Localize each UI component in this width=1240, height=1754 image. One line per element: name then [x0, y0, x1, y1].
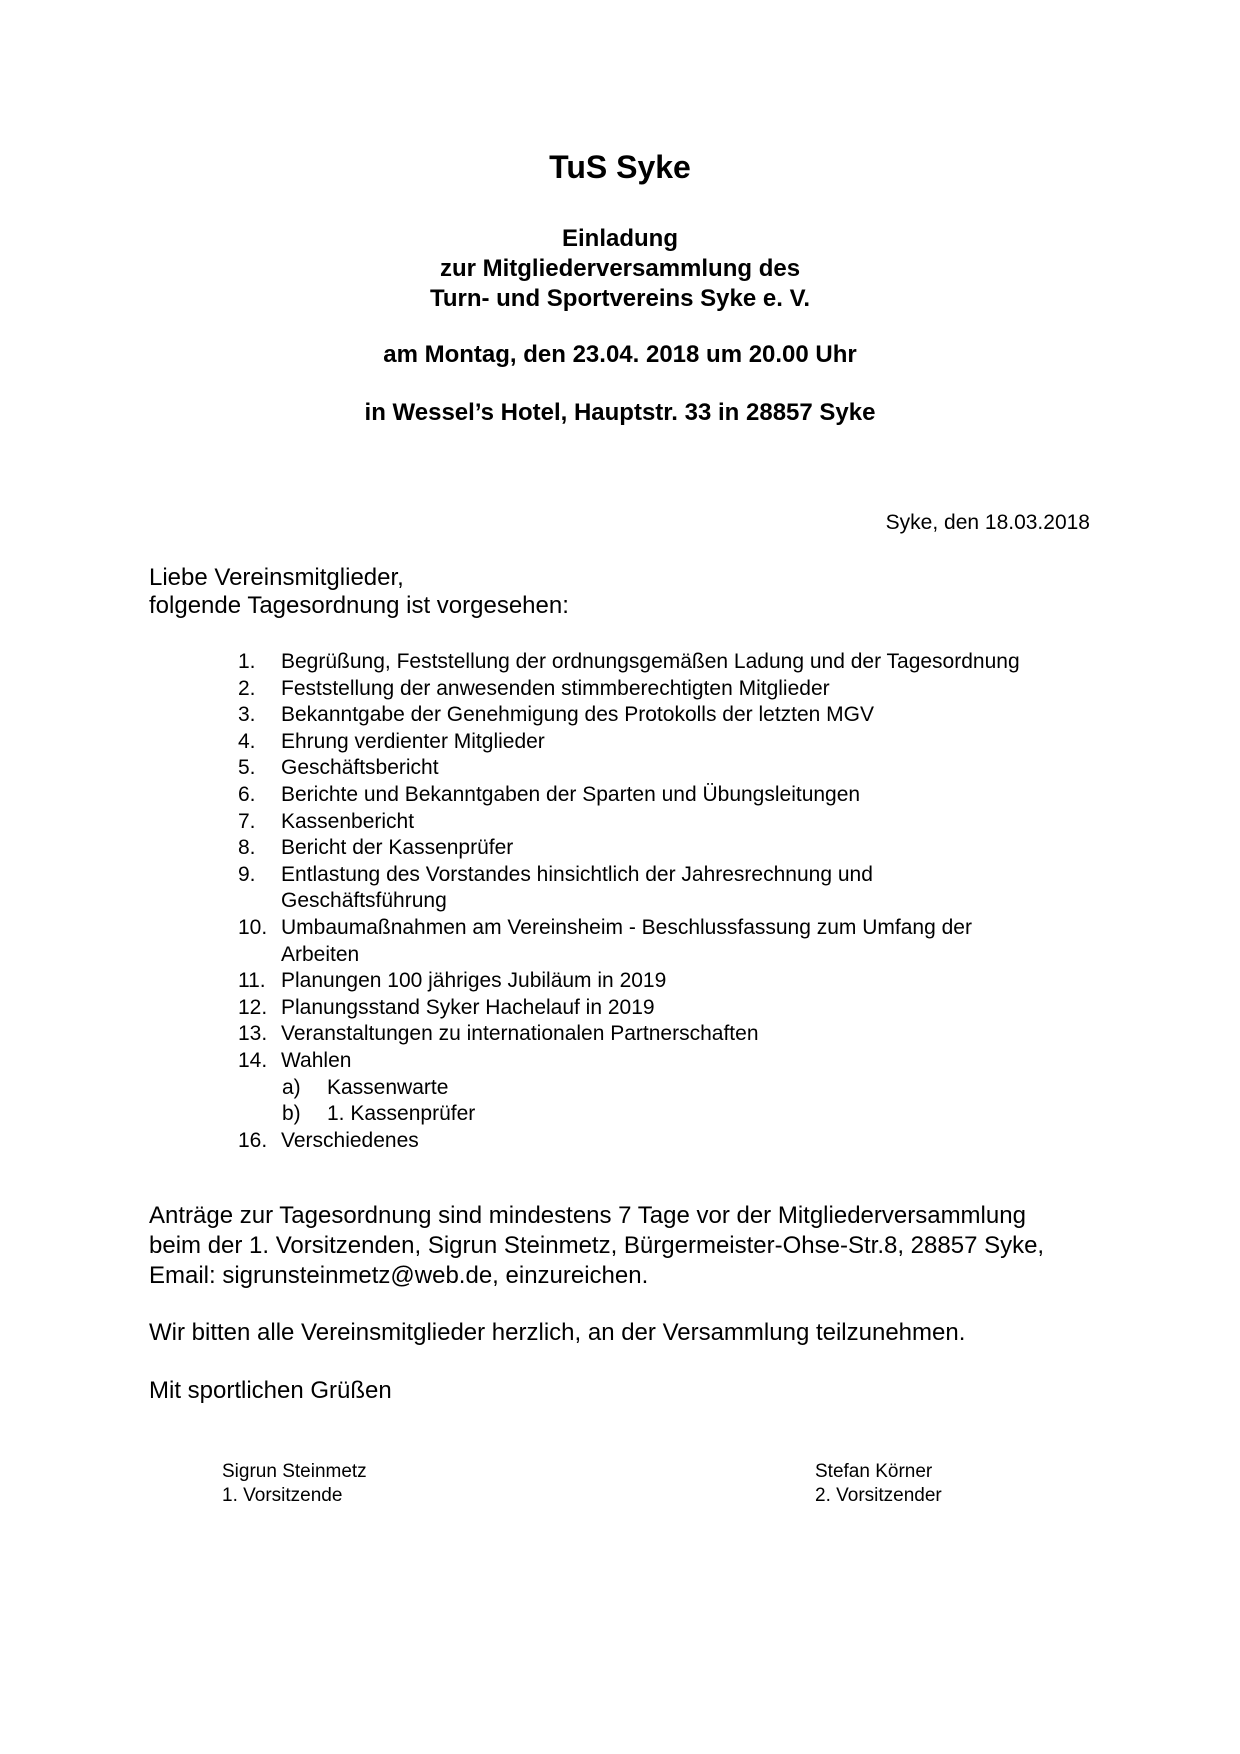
- agenda-text: Veranstaltungen zu internationalen Partnerschaften: [281, 1022, 759, 1046]
- request-paragraph: Wir bitten alle Vereinsmitglieder herzlich, an der Versammlung teilzunehmen.: [149, 1319, 966, 1346]
- agenda-item: [0, 755, 1240, 782]
- agenda-item: [0, 862, 1240, 889]
- agenda-number: 10.: [238, 915, 268, 939]
- agenda-number: 6.: [238, 782, 256, 806]
- agenda-item: [0, 835, 1240, 862]
- agenda-number: 9.: [238, 862, 256, 886]
- invitation-heading: Einladung: [562, 225, 678, 252]
- agenda-list: [0, 649, 1240, 1154]
- agenda-text: Wahlen: [281, 1048, 352, 1072]
- agenda-intro: folgende Tagesordnung ist vorgesehen:: [149, 592, 569, 619]
- agenda-text: Geschäftsführung: [281, 889, 447, 913]
- signatory-name: Stefan Körner: [815, 1461, 933, 1482]
- agenda-text: Kassenbericht: [281, 809, 415, 833]
- agenda-text: Verschiedenes: [281, 1128, 419, 1152]
- agenda-item: [0, 676, 1240, 703]
- agenda-item: [0, 915, 1240, 942]
- agenda-text: Bericht der Kassenprüfer: [281, 836, 514, 860]
- agenda-text: Berichte und Bekanntgaben der Sparten und Übungsleitungen: [281, 782, 861, 806]
- agenda-item-continuation: [0, 942, 1240, 969]
- agenda-number: 16.: [238, 1128, 268, 1152]
- agenda-item: [0, 729, 1240, 756]
- agenda-text: Umbaumaßnahmen am Vereinsheim - Beschlussfassung zum Umfang der: [281, 915, 972, 939]
- signatory-name: Sigrun Steinmetz: [222, 1461, 367, 1482]
- agenda-sub-letter: b): [282, 1102, 301, 1126]
- agenda-subitem: [0, 1075, 1240, 1102]
- agenda-number: 12.: [238, 995, 268, 1019]
- agenda-number: 3.: [238, 703, 256, 727]
- agenda-number: 5.: [238, 756, 256, 780]
- closing-greeting: Mit sportlichen Grüßen: [149, 1377, 392, 1404]
- motion-line: beim der 1. Vorsitzenden, Sigrun Steinmetz, Bürgermeister-Ohse-Str.8, 28857 Syke,: [149, 1232, 1045, 1259]
- agenda-item: [0, 649, 1240, 676]
- agenda-sub-letter: a): [282, 1075, 301, 1099]
- agenda-text: Bekanntgabe der Genehmigung des Protokolls der letzten MGV: [281, 703, 875, 727]
- agenda-item: [0, 968, 1240, 995]
- signatory-role: 1. Vorsitzende: [222, 1485, 343, 1506]
- agenda-number: 13.: [238, 1022, 268, 1046]
- club-full-name: Turn- und Sportvereins Syke e. V.: [429, 285, 811, 312]
- agenda-text: Planungen 100 jähriges Jubiläum in 2019: [281, 969, 667, 993]
- place-date: Syke, den 18.03.2018: [885, 511, 1090, 534]
- agenda-sub-text: Kassenwarte: [327, 1075, 449, 1099]
- agenda-text: Geschäftsbericht: [281, 756, 439, 780]
- agenda-text: Feststellung der anwesenden stimmberechtigten Mitglieder: [281, 676, 830, 700]
- meeting-date-time: am Montag, den 23.04. 2018 um 20.00 Uhr: [383, 341, 857, 368]
- motion-line: Anträge zur Tagesordnung sind mindestens 7 Tage vor der Mitgliederversammlung: [149, 1202, 1026, 1229]
- meeting-location: in Wessel’s Hotel, Hauptstr. 33 in 28857 Syke: [364, 399, 876, 426]
- agenda-item: [0, 995, 1240, 1022]
- agenda-item: [0, 1128, 1240, 1155]
- agenda-item-continuation: [0, 888, 1240, 915]
- agenda-number: 1.: [238, 650, 256, 673]
- agenda-item: [0, 702, 1240, 729]
- agenda-item: [0, 809, 1240, 836]
- motion-line: Email: sigrunsteinmetz@web.de, einzureichen.: [149, 1262, 649, 1289]
- signatory-role: 2. Vorsitzender: [815, 1485, 942, 1506]
- agenda-subitem: [0, 1101, 1240, 1128]
- salutation: Liebe Vereinsmitglieder,: [149, 564, 404, 591]
- agenda-number: 4.: [238, 729, 256, 753]
- club-title: TuS Syke: [549, 149, 691, 185]
- invitation-subheading: zur Mitgliederversammlung des: [439, 255, 801, 282]
- agenda-text: Planungsstand Syker Hachelauf in 2019: [281, 995, 655, 1019]
- agenda-text: Arbeiten: [281, 942, 360, 966]
- agenda-number: 2.: [238, 676, 256, 700]
- agenda-number: 8.: [238, 836, 256, 860]
- agenda-item: [0, 782, 1240, 809]
- agenda-text: Ehrung verdienter Mitglieder: [281, 729, 545, 753]
- agenda-sub-text: 1. Kassenprüfer: [327, 1102, 476, 1126]
- agenda-number: 14.: [238, 1048, 268, 1072]
- agenda-number: 11.: [238, 969, 266, 993]
- agenda-text: Entlastung des Vorstandes hinsichtlich der Jahresrechnung und: [281, 862, 873, 886]
- agenda-text: Begrüßung, Feststellung der ordnungsgemäßen Ladung und der Tagesordnung: [281, 650, 1020, 673]
- agenda-item: [0, 1048, 1240, 1075]
- agenda-item: [0, 1021, 1240, 1048]
- agenda-number: 7.: [238, 809, 256, 833]
